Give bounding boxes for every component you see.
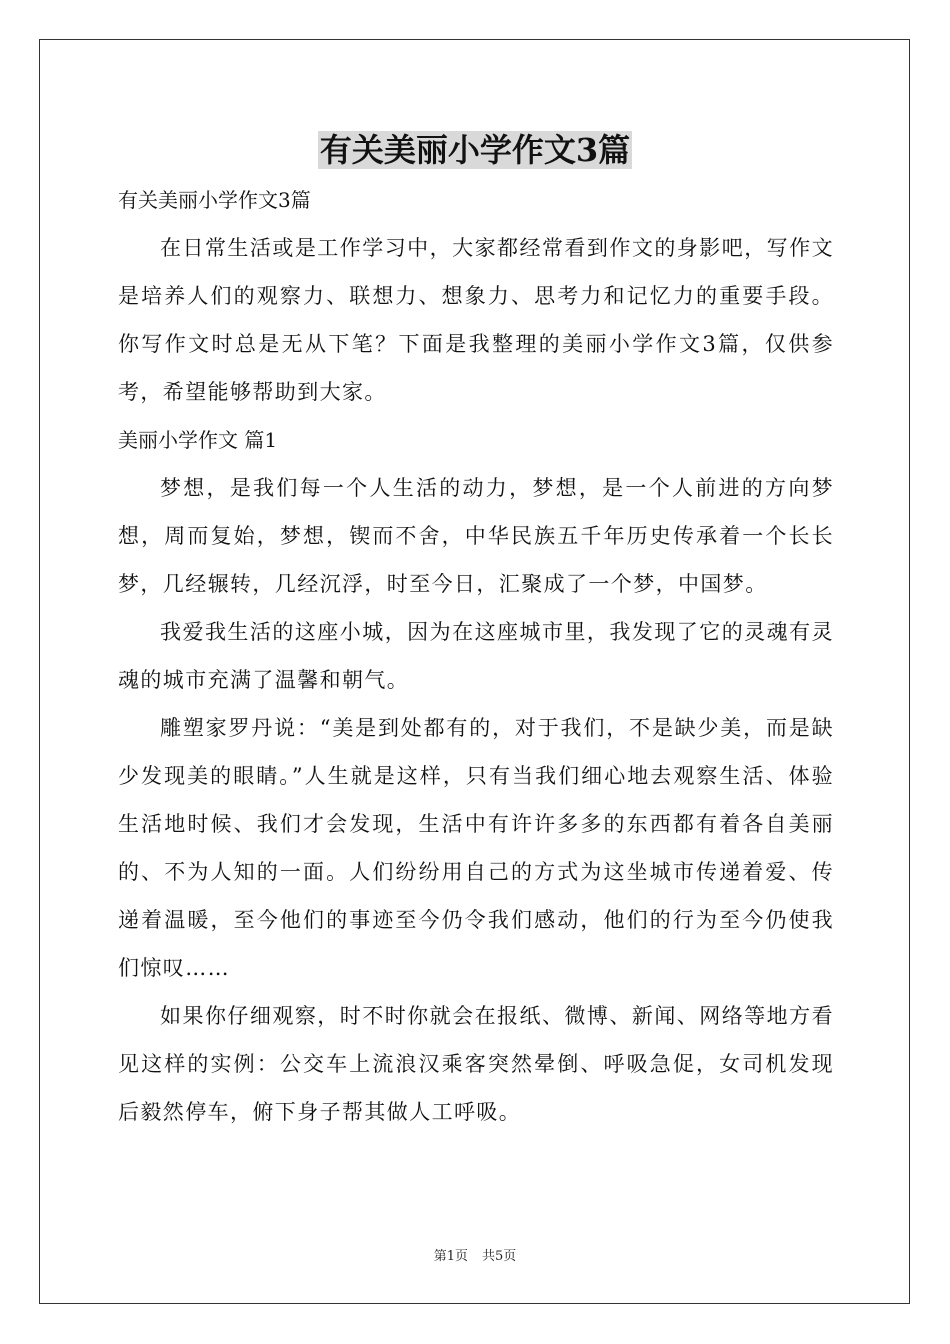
body-paragraph-2: 我爱我生活的这座小城，因为在这座城市里，我发现了它的灵魂有灵魂的城市充满了温馨和朝气。 [118, 620, 834, 692]
intro-paragraph: 在日常生活或是工作学习中，大家都经常看到作文的身影吧，写作文是培养人们的观察力、联想力、想象力、思考力和记忆力的重要手段。你写作文时总是无从下笔？下面是我整理的美丽小学作文3篇，仅供参考，希望能够帮助到大家。 [118, 236, 834, 404]
body-paragraph-4: 如果你仔细观察，时不时你就会在报纸、微博、新闻、网络等地方看见这样的实例：公交车上流浪汉乘客突然晕倒、呼吸急促，女司机发现后毅然停车，俯下身子帮其做人工呼吸。 [118, 1004, 834, 1124]
body-paragraph-3: 雕塑家罗丹说：“美是到处都有的，对于我们，不是缺少美，而是缺少发现美的眼睛。”人生就是这样，只有当我们细心地去观察生活、体验生活地时候、我们才会发现，生活中有许许多多的东西都有着各自美丽的、不为人知的一面。人们纷纷用自己的方式为这坐城市传递着爱、传递着温暖，至今他们的事迹至今仍令我们感动，他们的行为至今仍使我们惊叹…… [118, 716, 834, 980]
page-footer [0, 1248, 950, 1266]
document-body [118, 176, 834, 1136]
document-title [0, 126, 950, 174]
page-number: 第1页 [433, 1249, 468, 1264]
document-title-text: 有关美丽小学作文3篇 [319, 131, 631, 169]
document-subtitle: 有关美丽小学作文3篇 [118, 188, 311, 212]
page-total: 共5页 [482, 1249, 517, 1264]
body-paragraph-1: 梦想，是我们每一个人生活的动力，梦想，是一个人前进的方向梦想，周而复始，梦想，锲而不舍，中华民族五千年历史传承着一个长长梦，几经辗转，几经沉浮，时至今日，汇聚成了一个梦，中国梦。 [118, 476, 834, 596]
section-heading: 美丽小学作文 篇1 [118, 428, 278, 452]
